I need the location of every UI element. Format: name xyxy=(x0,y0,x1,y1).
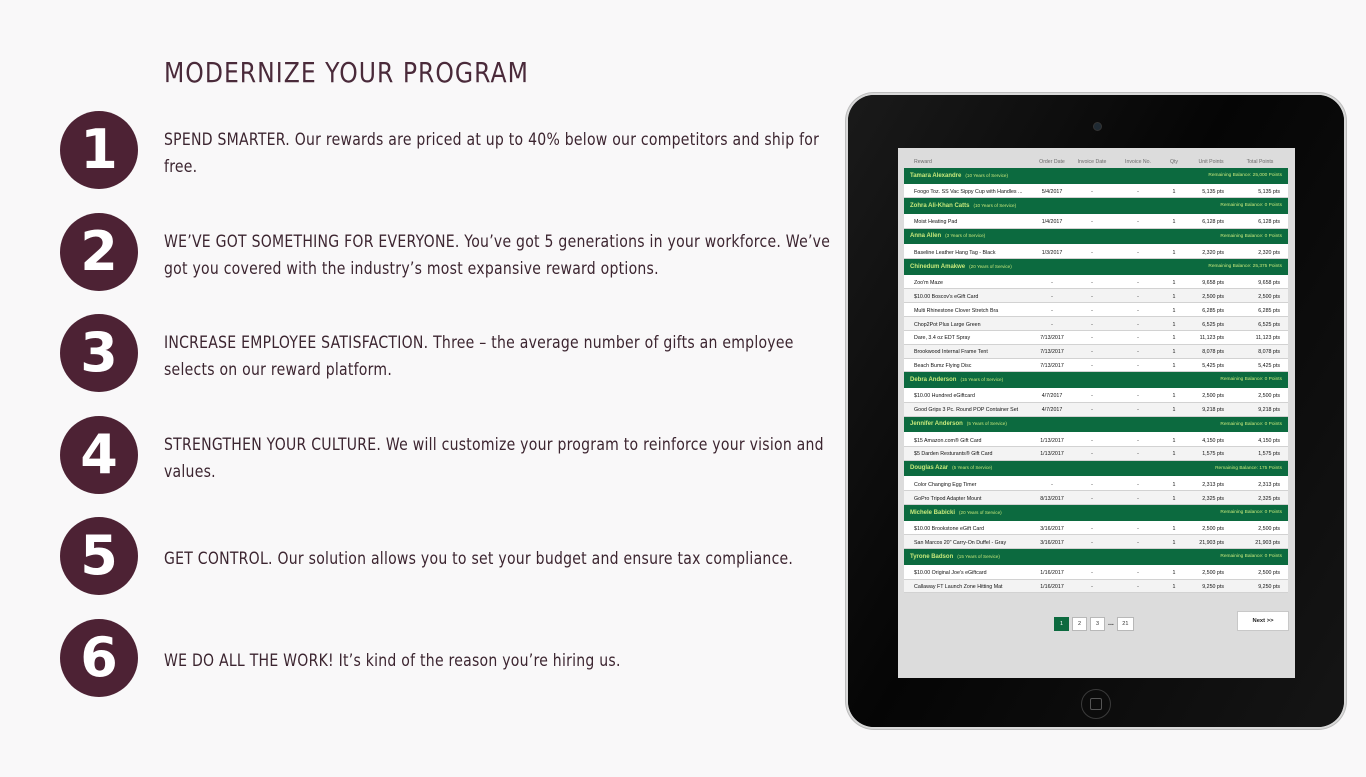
cell-unit-points: 8,078 pts xyxy=(1202,349,1224,356)
years-of-service: (3 Years of Service) xyxy=(945,233,986,239)
cell-qty: 1 xyxy=(1172,526,1176,532)
cell-reward: Beach Bumz Flying Disc xyxy=(914,363,972,370)
pagination xyxy=(1054,615,1137,629)
table-row[interactable] xyxy=(904,245,1288,259)
cell-invoice-date: - xyxy=(1091,280,1093,287)
cell-unit-points: 9,250 pts xyxy=(1202,584,1224,591)
cell-total-points: 1,575 pts xyxy=(1258,451,1280,458)
cell-total-points: 2,500 pts xyxy=(1258,393,1280,400)
cell-reward: Dare, 3.4 oz EDT Spray xyxy=(914,335,971,342)
remaining-balance: Remaining Balance: 0 Points xyxy=(1220,377,1282,383)
camera-icon xyxy=(1093,122,1102,131)
cell-reward: $10.00 Brookstone eGift Card xyxy=(914,526,985,532)
number-badge: 3 xyxy=(60,314,138,392)
cell-reward: Foogo Toz. SS Vac Sippy Cup with Handles ... xyxy=(914,189,1023,195)
rewards-table xyxy=(904,154,1288,593)
employee-name-text: Jennifer Anderson xyxy=(910,421,963,428)
cell-unit-points: 2,500 pts xyxy=(1202,393,1224,400)
cell-invoice-no: - xyxy=(1137,437,1139,444)
page-button[interactable]: 2 xyxy=(1072,617,1087,631)
cell-reward: Moist Heating Pad xyxy=(914,219,958,226)
employee-name xyxy=(910,554,1000,560)
remaining-balance: Remaining Balance: 0 Points xyxy=(1220,510,1282,515)
remaining-balance: Remaining Balance: 0 Points xyxy=(1220,421,1282,427)
remaining-balance: Remaining Balance: 25,375 Points xyxy=(1208,264,1282,270)
cell-order-date: 1/16/2017 xyxy=(1040,584,1064,591)
table-row[interactable] xyxy=(904,535,1288,549)
employee-name xyxy=(910,203,1016,209)
cell-invoice-date: - xyxy=(1091,526,1093,532)
cell-total-points: 2,500 pts xyxy=(1258,526,1280,532)
feature-point xyxy=(60,517,840,597)
cell-order-date: - xyxy=(1051,321,1053,328)
cell-reward: Zoo'm Maze xyxy=(914,280,943,287)
years-of-service: (15 Years of Service) xyxy=(957,553,1000,559)
col-order-date[interactable]: Order Date xyxy=(1039,158,1065,165)
employee-group-header xyxy=(904,259,1288,276)
cell-total-points: 9,250 pts xyxy=(1258,584,1280,591)
cell-order-date: 1/13/2017 xyxy=(1040,451,1064,458)
cell-reward: San Marcos 20" Carry-On Duffel - Gray xyxy=(914,539,1007,546)
feature-point xyxy=(60,619,840,699)
cell-qty: 1 xyxy=(1172,307,1176,314)
cell-qty: 1 xyxy=(1172,335,1176,342)
feature-text: WE’VE GOT SOMETHING FOR EVERYONE. You’ve got 5 generations in your workforce. We’ve got you covered with the industry’s most expansive reward options. xyxy=(164,232,831,278)
table-row[interactable] xyxy=(904,491,1288,505)
feature-text: GET CONTROL. Our solution allows you to set your budget and ensure tax compliance. xyxy=(164,549,794,568)
cell-invoice-no: - xyxy=(1137,363,1139,370)
cell-unit-points: 6,128 pts xyxy=(1202,219,1224,226)
cell-total-points: 4,150 pts xyxy=(1258,437,1280,444)
cell-qty: 1 xyxy=(1172,539,1176,546)
cell-invoice-no: - xyxy=(1137,293,1139,300)
page-button[interactable]: 3 xyxy=(1090,617,1105,631)
years-of-service: (15 Years of Service) xyxy=(960,376,1004,382)
table-row[interactable] xyxy=(904,215,1288,229)
employee-name-text: Douglas Azar xyxy=(910,465,949,472)
col-total-points[interactable]: Total Points xyxy=(1246,158,1274,165)
table-row[interactable] xyxy=(904,317,1288,331)
employee-name-text: Chinedum Amakwe xyxy=(910,263,966,270)
cell-invoice-no: - xyxy=(1137,481,1139,488)
cell-invoice-date: - xyxy=(1091,321,1093,328)
cell-invoice-date: - xyxy=(1091,219,1093,226)
pagination-ellipsis: ... xyxy=(1108,620,1114,628)
table-body xyxy=(904,168,1288,593)
col-invoice-no[interactable]: Invoice No. xyxy=(1125,158,1151,165)
cell-unit-points: 21,903 pts xyxy=(1199,539,1224,546)
years-of-service: (5 Years of Service) xyxy=(966,421,1007,427)
cell-total-points: 8,078 pts xyxy=(1258,349,1280,356)
cell-unit-points: 9,218 pts xyxy=(1202,407,1224,414)
cell-total-points: 2,500 pts xyxy=(1258,570,1280,577)
cell-invoice-date: - xyxy=(1091,481,1093,488)
cell-total-points: 2,500 pts xyxy=(1258,293,1280,300)
cell-order-date: 3/16/2017 xyxy=(1040,526,1064,532)
cell-order-date: - xyxy=(1051,481,1053,488)
cell-unit-points: 2,500 pts xyxy=(1202,570,1224,577)
cell-order-date: 4/7/2017 xyxy=(1041,407,1063,414)
cell-unit-points: 2,325 pts xyxy=(1202,495,1224,502)
cell-invoice-no: - xyxy=(1137,539,1139,546)
cell-order-date: 1/4/2017 xyxy=(1041,219,1063,226)
cell-qty: 1 xyxy=(1172,451,1176,458)
cell-reward: GoPro Tripod Adapter Mount xyxy=(914,495,982,502)
years-of-service: (5 Years of Service) xyxy=(952,465,993,471)
cell-invoice-date: - xyxy=(1091,349,1093,356)
cell-invoice-no: - xyxy=(1137,189,1139,195)
cell-invoice-date: - xyxy=(1091,407,1093,414)
remaining-balance: Remaining Balance: 0 Points xyxy=(1220,554,1282,560)
cell-total-points: 11,123 pts xyxy=(1255,335,1280,342)
cell-unit-points: 2,500 pts xyxy=(1202,526,1224,532)
cell-unit-points: 2,320 pts xyxy=(1202,249,1224,256)
number-badge: 2 xyxy=(60,213,138,291)
employee-group-header xyxy=(904,229,1288,246)
cell-unit-points: 2,500 pts xyxy=(1202,293,1224,300)
cell-unit-points: 5,135 pts xyxy=(1202,189,1224,195)
employee-group-header xyxy=(904,417,1288,434)
cell-invoice-no: - xyxy=(1137,219,1139,226)
col-invoice-date[interactable]: Invoice Date xyxy=(1077,158,1107,165)
table-row[interactable] xyxy=(904,359,1288,373)
cell-qty: 1 xyxy=(1172,393,1176,400)
cell-reward: $15 Amazon.com® Gift Card xyxy=(914,437,982,444)
employee-name xyxy=(910,264,1012,270)
cell-reward: Good Grips 3 Pc. Round POP Container Set xyxy=(914,407,1019,414)
cell-invoice-no: - xyxy=(1137,584,1139,591)
employee-name-text: Michele Babicki xyxy=(910,509,956,516)
employee-name-text: Tamara Alexandre xyxy=(910,172,962,179)
cell-order-date: - xyxy=(1051,280,1053,287)
cell-qty: 1 xyxy=(1172,219,1176,226)
cell-invoice-no: - xyxy=(1137,407,1139,414)
employee-name xyxy=(910,233,985,239)
page-button-last[interactable]: 21 xyxy=(1117,617,1134,631)
employee-name-text: Anna Allen xyxy=(910,233,942,240)
cell-order-date: - xyxy=(1051,293,1053,300)
cell-total-points: 2,313 pts xyxy=(1258,481,1280,488)
cell-invoice-date: - xyxy=(1091,539,1093,546)
cell-unit-points: 9,658 pts xyxy=(1202,280,1224,287)
cell-total-points: 5,135 pts xyxy=(1258,189,1280,195)
cell-reward: $10.00 Original Joe's eGiftcard xyxy=(914,570,987,577)
cell-reward: $5 Darden Resturants® Gift Card xyxy=(914,451,993,458)
cell-total-points: 9,218 pts xyxy=(1258,407,1280,414)
table-row[interactable] xyxy=(904,433,1288,447)
page-button[interactable]: 1 xyxy=(1054,617,1069,631)
remaining-balance: Remaining Balance: 0 Points xyxy=(1220,203,1282,209)
years-of-service: (10 Years of Service) xyxy=(965,172,1009,178)
cell-invoice-date: - xyxy=(1091,393,1093,400)
cell-invoice-no: - xyxy=(1137,321,1139,328)
employee-group-header xyxy=(904,372,1288,389)
table-header xyxy=(904,154,1288,168)
cell-invoice-no: - xyxy=(1137,335,1139,342)
number-badge: 4 xyxy=(60,416,138,494)
employee-name-text: Debra Anderson xyxy=(910,376,957,383)
cell-qty: 1 xyxy=(1172,189,1176,195)
cell-reward: Brookwood Internal Frame Tent xyxy=(914,349,988,356)
tablet-screen xyxy=(898,148,1295,678)
cell-unit-points: 2,313 pts xyxy=(1202,481,1224,488)
feature-point xyxy=(60,416,840,496)
page-title: MODERNIZE YOUR PROGRAM xyxy=(164,56,529,89)
feature-point xyxy=(60,314,840,394)
cell-unit-points: 11,123 pts xyxy=(1199,335,1224,342)
table-row[interactable] xyxy=(904,289,1288,303)
cell-invoice-date: - xyxy=(1091,307,1093,314)
cell-total-points: 2,325 pts xyxy=(1258,495,1280,502)
employee-name-text: Tyrone Badson xyxy=(910,553,954,560)
table-row[interactable] xyxy=(904,580,1288,594)
cell-invoice-no: - xyxy=(1137,307,1139,314)
cell-qty: 1 xyxy=(1172,407,1176,414)
feature-point xyxy=(60,213,840,293)
table-row[interactable] xyxy=(904,331,1288,345)
employee-name xyxy=(910,173,1008,179)
cell-total-points: 6,525 pts xyxy=(1258,321,1280,328)
employee-group-header xyxy=(904,168,1288,185)
cell-reward: Callaway FT Launch Zone Hitting Mat xyxy=(914,584,1003,591)
cell-invoice-date: - xyxy=(1091,437,1093,444)
table-row[interactable] xyxy=(904,345,1288,359)
table-row[interactable] xyxy=(904,447,1288,461)
cell-qty: 1 xyxy=(1172,280,1176,287)
cell-invoice-no: - xyxy=(1137,451,1139,458)
cell-qty: 1 xyxy=(1172,481,1176,488)
cell-invoice-no: - xyxy=(1137,249,1139,256)
remaining-balance: Remaining Balance: 0 Points xyxy=(1220,233,1282,239)
cell-invoice-date: - xyxy=(1091,189,1093,195)
number-badge: 1 xyxy=(60,111,138,189)
cell-unit-points: 1,575 pts xyxy=(1202,451,1224,458)
cell-order-date: 3/16/2017 xyxy=(1040,539,1064,546)
table-row[interactable] xyxy=(904,389,1288,403)
employee-name-text: Zohra Ali-Khan Catts xyxy=(910,202,970,209)
cell-qty: 1 xyxy=(1172,570,1176,577)
cell-invoice-date: - xyxy=(1091,495,1093,502)
remaining-balance: Remaining Balance: 175 Points xyxy=(1215,465,1282,471)
col-reward[interactable]: Reward xyxy=(914,158,932,165)
cell-order-date: 7/13/2017 xyxy=(1040,335,1064,342)
employee-group-header xyxy=(904,505,1288,522)
cell-qty: 1 xyxy=(1172,321,1176,328)
cell-total-points: 6,128 pts xyxy=(1258,219,1280,226)
cell-invoice-no: - xyxy=(1137,349,1139,356)
employee-group-header xyxy=(904,461,1288,478)
cell-reward: Multi Rhinestone Clover Stretch Bra xyxy=(914,307,999,314)
feature-text: SPEND SMARTER. Our rewards are priced at up to 40% below our competitors and ship for free. xyxy=(164,130,820,176)
cell-qty: 1 xyxy=(1172,584,1176,591)
table-row[interactable] xyxy=(904,522,1288,536)
number-badge: 5 xyxy=(60,517,138,595)
cell-qty: 1 xyxy=(1172,293,1176,300)
table-row[interactable] xyxy=(904,185,1288,199)
col-qty[interactable]: Qty xyxy=(1169,158,1179,165)
cell-invoice-date: - xyxy=(1091,584,1093,591)
cell-invoice-no: - xyxy=(1137,280,1139,287)
cell-invoice-date: - xyxy=(1091,293,1093,300)
home-button-icon xyxy=(1081,689,1111,719)
cell-reward: Chop2Pot Plus Large Green xyxy=(914,321,981,328)
cell-total-points: 2,320 pts xyxy=(1258,249,1280,256)
cell-total-points: 6,285 pts xyxy=(1258,307,1280,314)
feature-text: STRENGTHEN YOUR CULTURE. We will customize your program to reinforce your vision and values. xyxy=(164,435,824,481)
cell-invoice-date: - xyxy=(1091,335,1093,342)
cell-unit-points: 4,150 pts xyxy=(1202,437,1224,444)
cell-unit-points: 6,525 pts xyxy=(1202,321,1224,328)
cell-reward: Baseline Leather Hang Tag - Black xyxy=(914,249,996,256)
col-unit-points[interactable]: Unit Points xyxy=(1198,158,1224,165)
employee-name xyxy=(910,421,1007,427)
cell-order-date: 1/16/2017 xyxy=(1040,570,1064,577)
cell-invoice-date: - xyxy=(1091,570,1093,577)
table-row[interactable] xyxy=(904,566,1288,580)
number-badge: 6 xyxy=(60,619,138,697)
tablet-device xyxy=(848,95,1344,727)
cell-reward: Color Changing Egg Timer xyxy=(914,481,977,488)
remaining-balance: Remaining Balance: 25,000 Points xyxy=(1208,173,1282,178)
employee-group-header xyxy=(904,198,1288,215)
employee-name xyxy=(910,465,992,471)
cell-order-date: - xyxy=(1051,307,1053,314)
years-of-service: (10 Years of Service) xyxy=(973,202,1017,208)
cell-unit-points: 5,425 pts xyxy=(1202,363,1224,370)
years-of-service: (20 Years of Service) xyxy=(969,263,1012,269)
cell-qty: 1 xyxy=(1172,349,1176,356)
cell-order-date: 5/4/2017 xyxy=(1041,189,1063,195)
cell-invoice-date: - xyxy=(1091,249,1093,256)
employee-group-header xyxy=(904,549,1288,566)
cell-qty: 1 xyxy=(1172,249,1176,256)
cell-total-points: 9,658 pts xyxy=(1258,280,1280,287)
table-row[interactable] xyxy=(904,477,1288,491)
employee-name xyxy=(910,377,1003,383)
cell-invoice-no: - xyxy=(1137,570,1139,577)
cell-invoice-no: - xyxy=(1137,393,1139,400)
cell-order-date: 7/13/2017 xyxy=(1040,363,1064,370)
cell-qty: 1 xyxy=(1172,437,1176,444)
cell-order-date: 7/13/2017 xyxy=(1040,349,1064,356)
cell-invoice-date: - xyxy=(1091,451,1093,458)
cell-qty: 1 xyxy=(1172,495,1176,502)
cell-total-points: 21,903 pts xyxy=(1255,539,1280,546)
cell-unit-points: 6,285 pts xyxy=(1202,307,1224,314)
cell-invoice-date: - xyxy=(1091,363,1093,370)
cell-reward: $10.00 Boscov's eGift Card xyxy=(914,293,979,300)
feature-text: WE DO ALL THE WORK! It’s kind of the reason you’re hiring us. xyxy=(164,651,621,670)
feature-point xyxy=(60,111,840,191)
cell-total-points: 5,425 pts xyxy=(1258,363,1280,370)
years-of-service: (20 Years of Service) xyxy=(959,509,1002,515)
feature-text: INCREASE EMPLOYEE SATISFACTION. Three – the average number of gifts an employee selects on our reward platform. xyxy=(164,333,794,379)
cell-qty: 1 xyxy=(1172,363,1176,370)
table-row[interactable] xyxy=(904,276,1288,290)
cell-order-date: 1/13/2017 xyxy=(1040,437,1064,444)
table-row[interactable] xyxy=(904,303,1288,317)
next-page-button[interactable]: Next >> xyxy=(1237,611,1289,631)
cell-invoice-no: - xyxy=(1137,526,1139,532)
employee-name xyxy=(910,510,1002,516)
cell-order-date: 8/13/2017 xyxy=(1040,495,1064,502)
cell-order-date: 4/7/2017 xyxy=(1041,393,1063,400)
table-row[interactable] xyxy=(904,403,1288,417)
cell-order-date: 1/3/2017 xyxy=(1041,249,1063,256)
cell-reward: $10.00 Hundred eGiftcard xyxy=(914,393,975,400)
cell-invoice-no: - xyxy=(1137,495,1139,502)
